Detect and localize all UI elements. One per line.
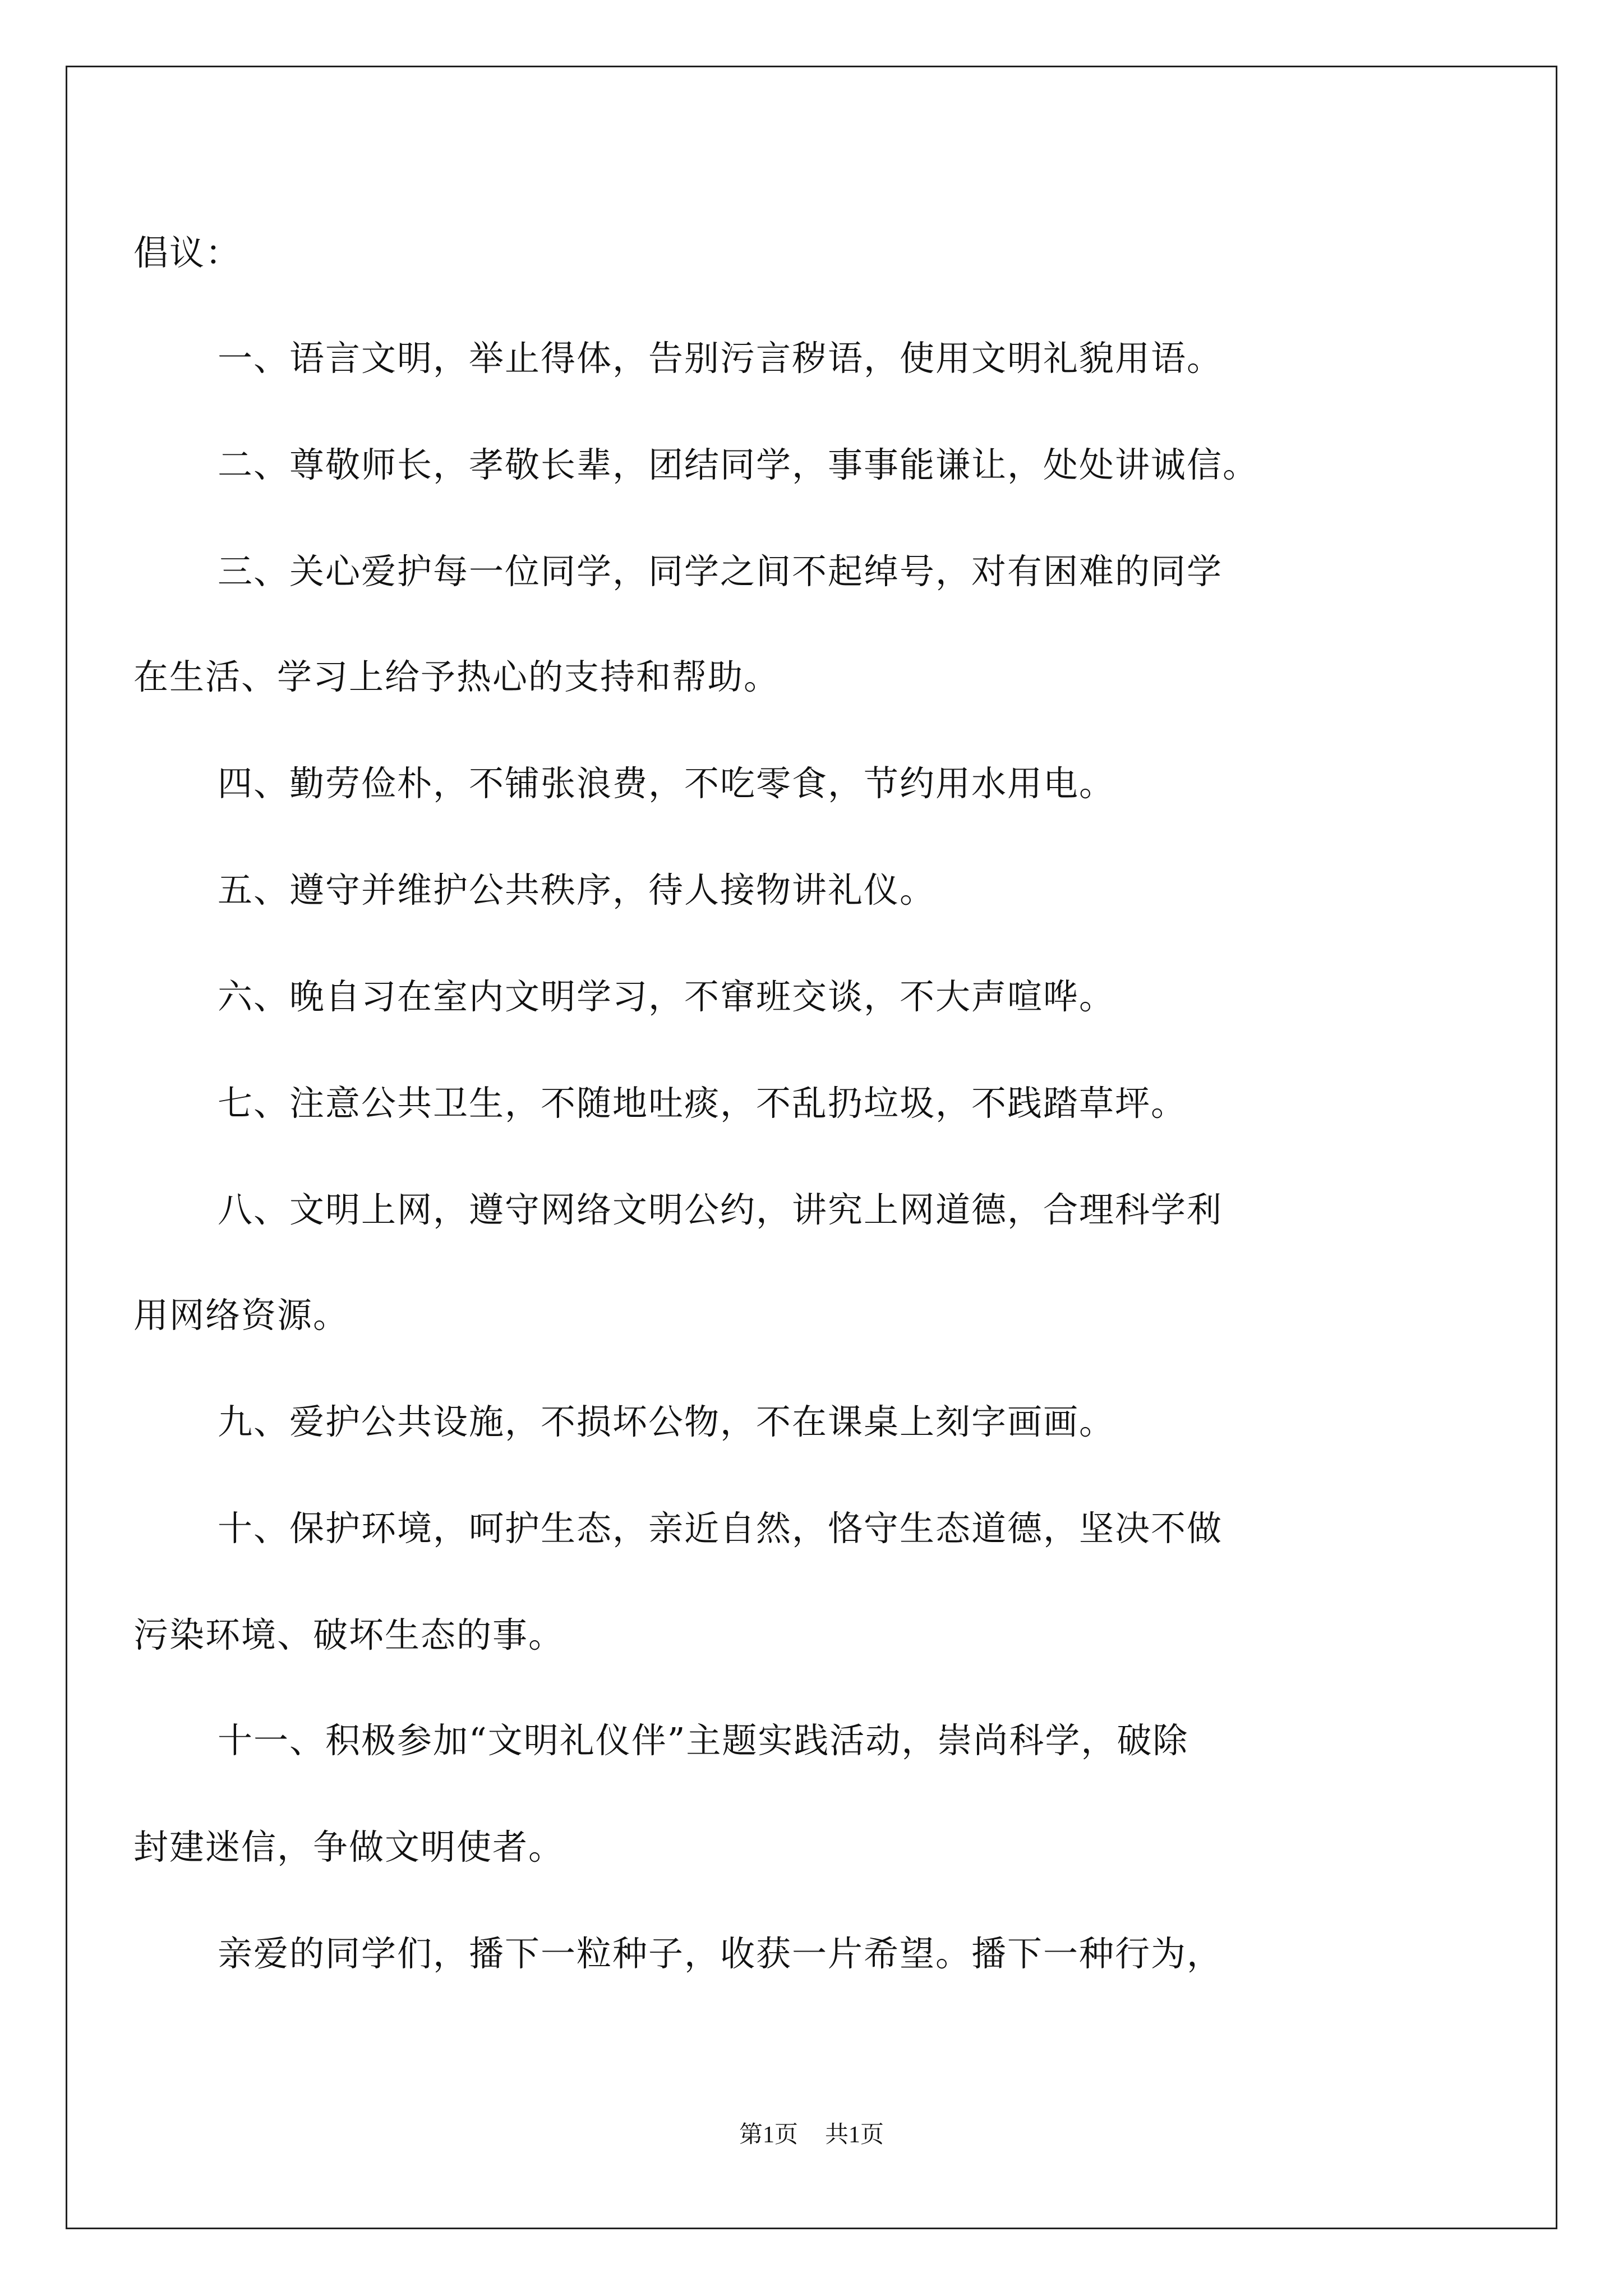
paragraph-12-line-1: 亲爱的同学们，播下一粒种子，收获一片希望。播下一种行为，: [218, 1933, 1223, 1974]
paragraph-8-line-1: 八、文明上网，遵守网络文明公约，讲究上网道德，合理科学利: [218, 1189, 1223, 1230]
page-number: 第1页: [739, 2122, 798, 2148]
paragraph-8-line-2: 用网络资源。: [133, 1295, 349, 1336]
paragraph-10-line-2: 污染环境、破坏生态的事。: [133, 1614, 565, 1655]
page-border: [66, 66, 1557, 2229]
paragraph-3-line-2: 在生活、学习上给予热心的支持和帮助。: [133, 656, 780, 697]
paragraph-9-line-1: 九、爱护公共设施，不损坏公物，不在课桌上刻字画画。: [218, 1401, 1115, 1442]
paragraph-2-line-1: 二、尊敬师长，孝敬长辈，团结同学，事事能谦让，处处讲诚信。: [218, 444, 1259, 485]
paragraph-4-line-1: 四、勤劳俭朴，不铺张浪费，不吃零食，节约用水用电。: [218, 763, 1115, 804]
paragraph-1-line-1: 一、语言文明，举止得体，告别污言秽语，使用文明礼貌用语。: [218, 338, 1223, 379]
page-footer: [0, 2123, 1623, 2147]
paragraph-5-line-1: 五、遵守并维护公共秩序，待人接物讲礼仪。: [218, 869, 936, 910]
paragraph-11-line-1: 十一、积极参加“文明礼仪伴”主题实践活动，崇尚科学，破除: [218, 1720, 1189, 1761]
paragraph-11-line-2: 封建迷信，争做文明使者。: [133, 1826, 565, 1867]
paragraph-6-line-1: 六、晚自习在室内文明学习，不窜班交谈，不大声喧哗。: [218, 976, 1115, 1017]
paragraph-10-line-1: 十、保护环境，呵护生态，亲近自然，恪守生态道德，坚决不做: [218, 1508, 1223, 1549]
total-pages: 共1页: [825, 2122, 884, 2148]
heading: 倡议：: [133, 232, 242, 273]
paragraph-7-line-1: 七、注意公共卫生，不随地吐痰，不乱扔垃圾，不践踏草坪。: [218, 1083, 1187, 1124]
paragraph-3-line-1: 三、关心爱护每一位同学，同学之间不起绰号，对有困难的同学: [218, 551, 1223, 592]
